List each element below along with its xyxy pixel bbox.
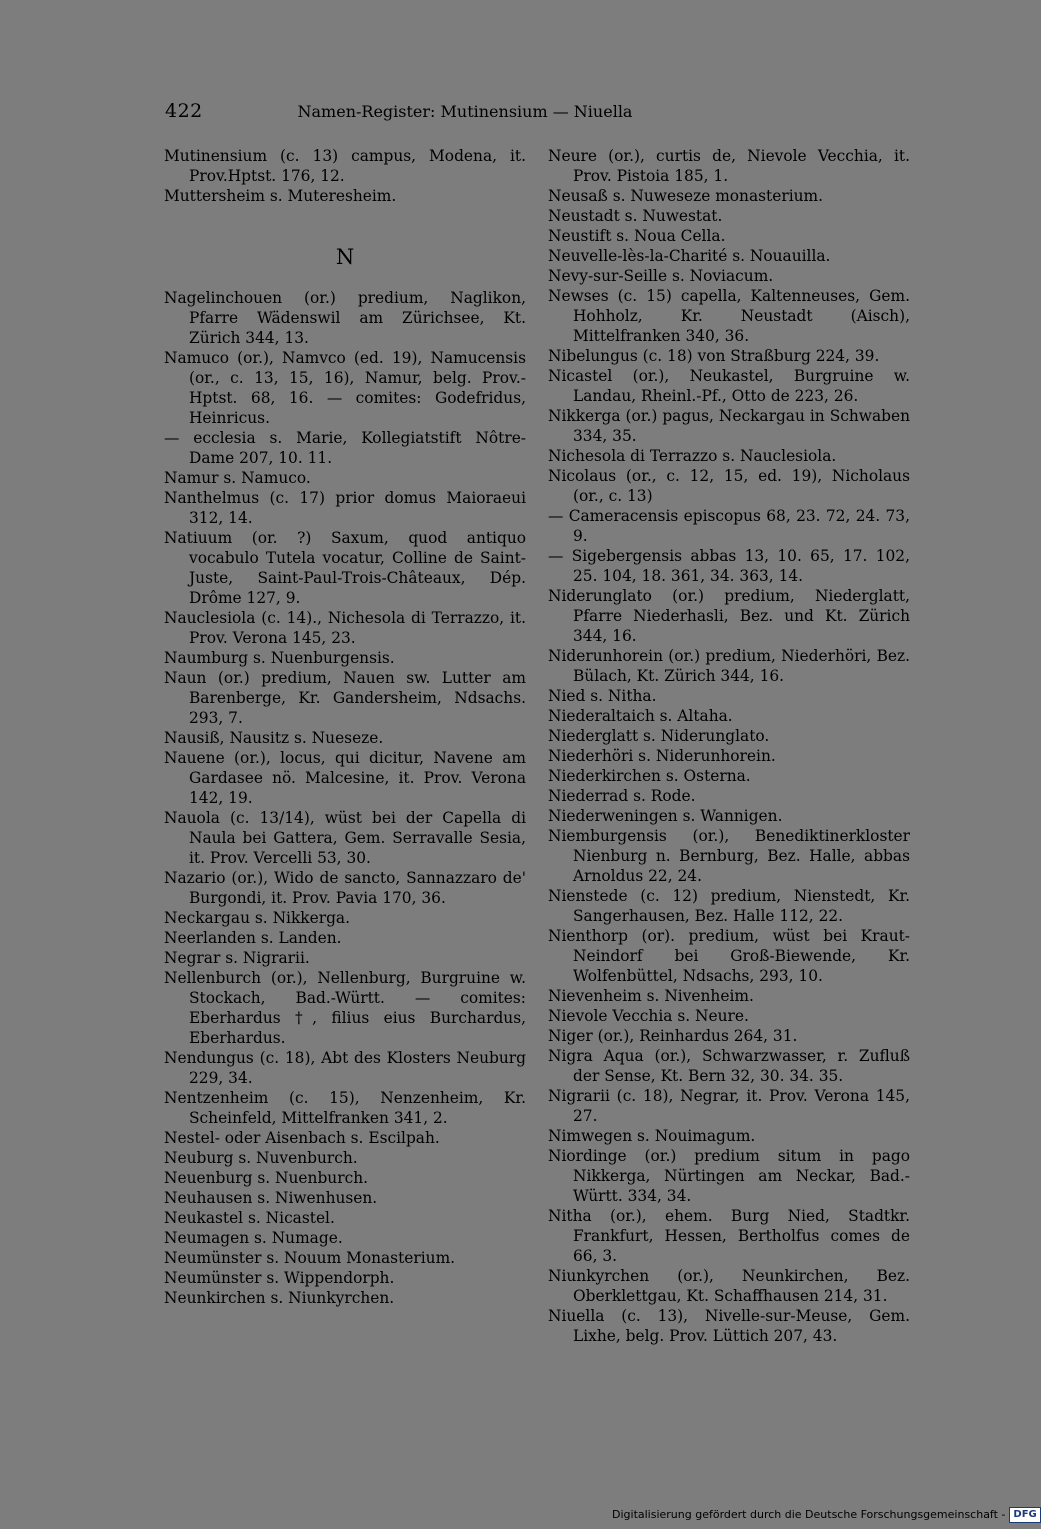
index-entry: Niederglatt s. Niderunglato.: [548, 727, 770, 745]
right-column: [548, 146, 910, 1346]
index-entry: Nigra Aqua (or.), Schwarzwasser, r. Zufluß der Sense, Kt. Bern 32, 30. 34. 35.: [548, 1047, 910, 1085]
index-entry: Negrar s. Nigrarii.: [164, 949, 310, 967]
page-header: [165, 100, 720, 126]
index-entry: Nicolaus (or., c. 12, 15, ed. 19), Nicholaus (or., c. 13): [548, 467, 910, 505]
index-entry: Nausiß, Nausitz s. Nueseze.: [164, 729, 384, 747]
index-entry: Nentzenheim (c. 15), Nenzenheim, Kr. Scheinfeld, Mittelfranken 341, 2.: [164, 1089, 526, 1127]
index-entry: Nievenheim s. Nivenheim.: [548, 987, 754, 1005]
index-entry: Nigrarii (c. 18), Negrar, it. Prov. Verona 145, 27.: [548, 1087, 910, 1125]
index-entry: Namur s. Namuco.: [164, 469, 311, 487]
index-entry: Naumburg s. Nuenburgensis.: [164, 649, 395, 667]
pre-entries: [164, 146, 526, 206]
index-entry: Neuvelle-lès-la-Charité s. Nouauilla.: [548, 247, 831, 265]
index-entry: Muttersheim s. Muteresheim.: [164, 187, 397, 205]
index-entry: Neuburg s. Nuvenburch.: [164, 1149, 358, 1167]
index-entry: Nienthorp (or). predium, wüst bei Kraut-Neindorf bei Groß-Biewende, Kr. Wolfenbüttel, Ndsachs, 293, 10.: [548, 927, 910, 985]
section-letter: N: [335, 245, 355, 269]
index-entry: Niemburgensis (or.), Benediktinerkloster Nienburg n. Bernburg, Bez. Halle, abbas Arnoldus 22, 24.: [548, 827, 910, 885]
index-entry: Neckargau s. Nikkerga.: [164, 909, 350, 927]
index-entry: — Sigebergensis abbas 13, 10. 65, 17. 102, 25. 104, 18. 361, 34. 363, 14.: [548, 547, 910, 585]
index-entry: Nauene (or.), locus, qui dicitur, Navene am Gardasee nö. Malcesine, it. Prov. Verona 142, 19.: [164, 749, 526, 807]
index-entry: Neumünster s. Nouum Monasterium.: [164, 1249, 456, 1267]
index-entry: Nagelinchouen (or.) predium, Naglikon, Pfarre Wädenswil am Zürichsee, Kt. Zürich 344, 13.: [164, 289, 526, 347]
index-entry: Neunkirchen s. Niunkyrchen.: [164, 1289, 395, 1307]
index-entry: Nievole Vecchia s. Neure.: [548, 1007, 749, 1025]
index-entry: Neusaß s. Nuweseze monasterium.: [548, 187, 824, 205]
index-entry: Neuenburg s. Nuenburch.: [164, 1169, 369, 1187]
dfg-logo-icon: DFG: [1009, 1507, 1040, 1523]
index-entry: Nicastel (or.), Neukastel, Burgruine w. Landau, Rheinl.-Pf., Otto de 223, 26.: [548, 367, 910, 405]
index-entry: Neumagen s. Numage.: [164, 1229, 343, 1247]
index-entry: Niederweningen s. Wannigen.: [548, 807, 783, 825]
index-entry: Neustadt s. Nuwestat.: [548, 207, 723, 225]
index-entry: Nimwegen s. Nouimagum.: [548, 1127, 756, 1145]
index-entry: Nibelungus (c. 18) von Straßburg 224, 39.: [548, 347, 880, 365]
index-entry: Nellenburch (or.), Nellenburg, Burgruine w. Stockach, Bad.-Württ. — comites: Eberhardus †, filius eius Burchardus, Eberhardus.: [164, 969, 526, 1047]
funding-note: Digitalisierung gefördert durch die Deutsche Forschungsgemeinschaft -: [612, 1508, 1006, 1521]
running-head: Namen-Register: Mutinensium — Niuella: [297, 102, 633, 121]
index-entry: Niordinge (or.) predium situm in pago Nikkerga, Nürtingen am Neckar, Bad.-Württ. 334, 34.: [548, 1147, 910, 1205]
index-entry: Nitha (or.), ehem. Burg Nied, Stadtkr. Frankfurt, Hessen, Bertholfus comes de 66, 3.: [548, 1207, 910, 1265]
right-entries: [548, 146, 910, 1346]
index-entry: Niderunhorein (or.) predium, Niederhöri, Bez. Bülach, Kt. Zürich 344, 16.: [548, 647, 910, 685]
page-number: 422: [165, 100, 203, 122]
index-entry: Newses (c. 15) capella, Kaltenneuses, Gem. Hohholz, Kr. Neustadt (Aisch), Mittelfranken 340, 36.: [548, 287, 910, 345]
index-entry: Neumünster s. Wippendorph.: [164, 1269, 395, 1287]
index-entry: Neerlanden s. Landen.: [164, 929, 342, 947]
index-entry: Nauola (c. 13/14), wüst bei der Capella di Naula bei Gattera, Gem. Serravalle Sesia, it. Prov. Vercelli 53, 30.: [164, 809, 526, 867]
index-entry: Nestel- oder Aisenbach s. Escilpah.: [164, 1129, 440, 1147]
index-entry: Nanthelmus (c. 17) prior domus Maioraeui 312, 14.: [164, 489, 526, 527]
index-entry: Nichesola di Terrazzo s. Nauclesiola.: [548, 447, 837, 465]
index-entry: Mutinensium (c. 13) campus, Modena, it. Prov.Hptst. 176, 12.: [164, 147, 526, 185]
index-entry: Niederhöri s. Niderunhorein.: [548, 747, 776, 765]
left-entries: [164, 288, 526, 1308]
index-entry: Niederkirchen s. Osterna.: [548, 767, 751, 785]
index-entry: Niger (or.), Reinhardus 264, 31.: [548, 1027, 798, 1045]
index-entry: Niederaltaich s. Altaha.: [548, 707, 733, 725]
index-entry: Nikkerga (or.) pagus, Neckargau in Schwaben 334, 35.: [548, 407, 910, 445]
funding-footer: [612, 1505, 1041, 1525]
index-entry: Niuella (c. 13), Nivelle-sur-Meuse, Gem. Lixhe, belg. Prov. Lüttich 207, 43.: [548, 1307, 910, 1345]
index-entry: Nendungus (c. 18), Abt des Klosters Neuburg 229, 34.: [164, 1049, 526, 1087]
index-entry: Niunkyrchen (or.), Neunkirchen, Bez. Oberklettgau, Kt. Schaffhausen 214, 31.: [548, 1267, 910, 1305]
index-entry: Naun (or.) predium, Nauen sw. Lutter am Barenberge, Kr. Gandersheim, Ndsachs. 293, 7.: [164, 669, 526, 727]
index-entry: Niderunglato (or.) predium, Niederglatt, Pfarre Niederhasli, Bez. und Kt. Zürich 344, 16.: [548, 587, 910, 645]
index-entry: Namuco (or.), Namvco (ed. 19), Namucensis (or., c. 13, 15, 16), Namur, belg. Prov.-Hptst. 68, 16. — comites: Godefridus, Heinricus.: [164, 349, 526, 427]
index-entry: Nauclesiola (c. 14)., Nichesola di Terrazzo, it. Prov. Verona 145, 23.: [164, 609, 526, 647]
index-entry: Niederrad s. Rode.: [548, 787, 696, 805]
left-column: [164, 146, 526, 1308]
index-entry: Natiuum (or. ?) Saxum, quod antiquo vocabulo Tutela vocatur, Colline de Saint-Juste, Saint-Paul-Trois-Châteaux, Dép. Drôme 127, 9.: [164, 529, 526, 607]
index-entry: Neustift s. Noua Cella.: [548, 227, 726, 245]
index-entry: — ecclesia s. Marie, Kollegiatstift Nôtre-Dame 207, 10. 11.: [164, 429, 526, 467]
index-entry: Nied s. Nitha.: [548, 687, 657, 705]
index-entry: Neukastel s. Nicastel.: [164, 1209, 335, 1227]
index-entry: Neuhausen s. Niwenhusen.: [164, 1189, 378, 1207]
index-entry: Nazario (or.), Wido de sancto, Sannazzaro de' Burgondi, it. Prov. Pavia 170, 36.: [164, 869, 526, 907]
index-entry: Nienstede (c. 12) predium, Nienstedt, Kr. Sangerhausen, Bez. Halle 112, 22.: [548, 887, 910, 925]
index-entry: — Cameracensis episcopus 68, 23. 72, 24. 73, 9.: [548, 507, 910, 545]
index-entry: Nevy-sur-Seille s. Noviacum.: [548, 267, 774, 285]
index-entry: Neure (or.), curtis de, Nievole Vecchia, it. Prov. Pistoia 185, 1.: [548, 147, 910, 185]
